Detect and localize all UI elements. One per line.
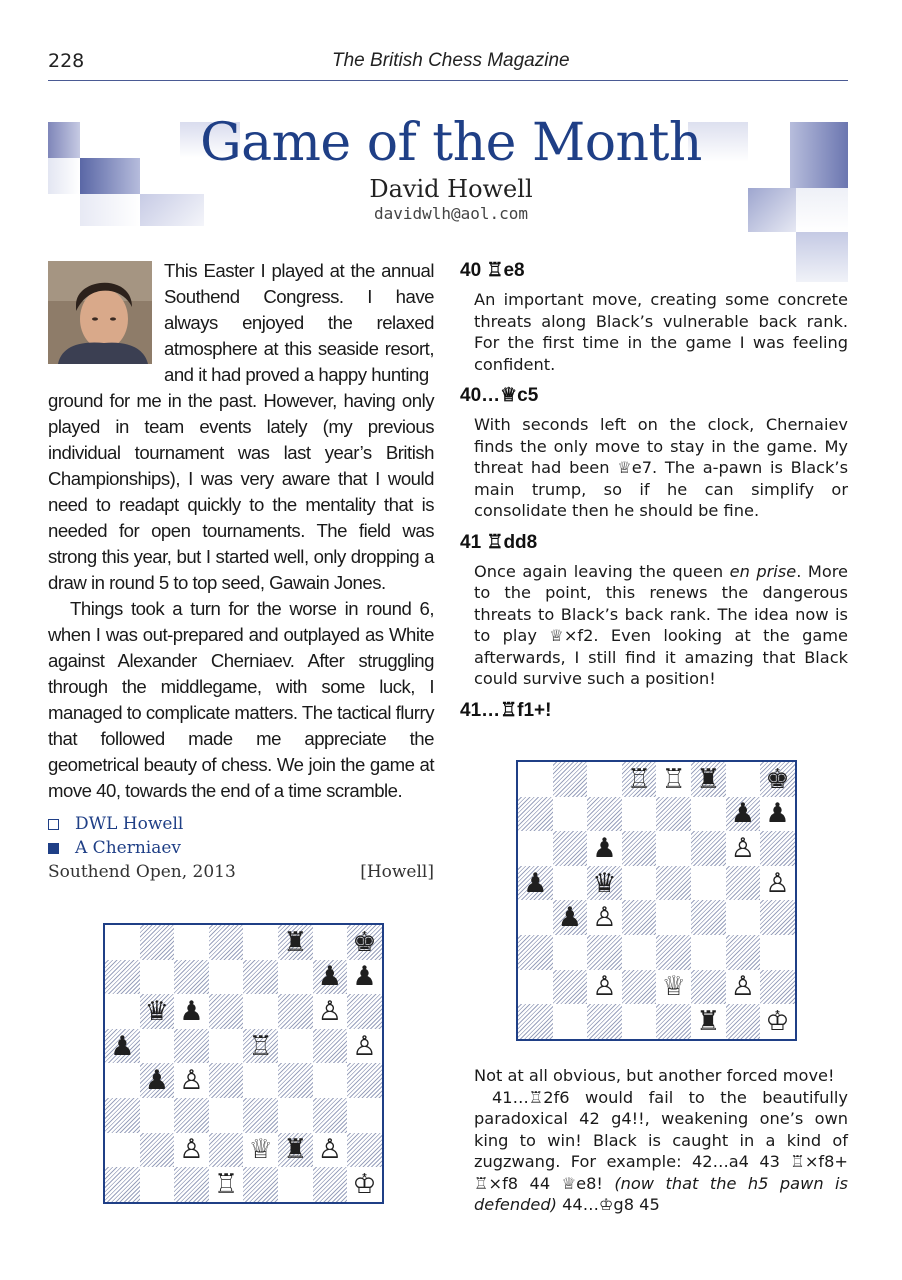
white-king-icon: ♔	[765, 1005, 790, 1037]
board-square	[174, 1098, 209, 1133]
board-square	[174, 960, 209, 995]
board-square	[656, 831, 691, 866]
board-square	[587, 762, 622, 797]
board-square	[691, 970, 726, 1005]
board-square	[518, 797, 553, 832]
board-square	[760, 831, 795, 866]
board-square	[140, 960, 175, 995]
move-40-black-comment: With seconds left on the clock, Chernaiev finds the only move to stay in the game. My threat had been ♕e7. The a-pawn is Black’s main trump, so if he can simplify or consolidate then he should be fine.	[474, 415, 848, 520]
article-title: Game of the Month	[200, 113, 702, 173]
white-square-icon	[48, 819, 59, 830]
board-square	[313, 1029, 348, 1064]
board-square	[313, 1098, 348, 1133]
board-square	[656, 935, 691, 970]
board-square	[278, 1098, 313, 1133]
board-square	[622, 935, 657, 970]
white-rook-icon: ♖	[248, 1030, 273, 1062]
board-square	[553, 1004, 588, 1039]
white-pawn-icon: ♙	[179, 1065, 204, 1097]
board-square	[140, 925, 175, 960]
white-rook-icon: ♖	[626, 763, 652, 795]
white-pawn-icon: ♙	[317, 995, 342, 1027]
black-pawn-icon: ♟	[523, 867, 548, 899]
event-name: Southend Open, 2013	[48, 862, 236, 882]
board-square	[518, 935, 553, 970]
chess-diagram-2	[516, 760, 797, 1041]
intro-paragraph-start: This Easter I played at the annual Southend Congress. I have always enjoyed the relaxed atmosphere at this seaside resort, and it had proved a happy hunting	[164, 260, 434, 385]
board-square	[209, 1063, 244, 1098]
white-pawn-icon: ♙	[765, 867, 790, 899]
board-square	[518, 970, 553, 1005]
running-head	[48, 50, 848, 81]
board-square	[347, 1063, 382, 1098]
board-square	[726, 762, 761, 797]
board-square	[105, 960, 140, 995]
board-square	[243, 994, 278, 1029]
board-square	[278, 960, 313, 995]
board-square	[174, 925, 209, 960]
magazine-title: The British Chess Magazine	[332, 50, 570, 71]
event-row	[48, 860, 434, 884]
board-square	[622, 1004, 657, 1039]
board-square	[209, 960, 244, 995]
board-square	[313, 925, 348, 960]
board-square	[278, 994, 313, 1029]
move-41-comment: Once again leaving the queen en prise. More to the point, this renews the dangerous threats to Black’s back rank. The idea now is to play ♕×f2. Even looking at the game afterwards, I still find it amazing that Black could survive such a position!	[474, 561, 849, 688]
black-pawn-icon: ♟	[557, 902, 582, 934]
white-king-icon: ♔	[352, 1168, 377, 1200]
board-square	[691, 831, 726, 866]
board-square	[691, 797, 726, 832]
black-pawn-icon: ♟	[144, 1065, 169, 1097]
move-41-black-heading: 41…♖f1+!	[460, 699, 552, 721]
black-queen-icon: ♛	[592, 867, 617, 899]
board-square	[518, 831, 553, 866]
black-pawn-icon: ♟	[317, 961, 342, 993]
title-block	[0, 112, 902, 224]
board-square	[726, 1004, 761, 1039]
board-square	[587, 935, 622, 970]
black-rook-icon: ♜	[696, 763, 721, 795]
board-square	[622, 797, 657, 832]
black-king-icon: ♚	[352, 926, 377, 958]
board-square	[760, 935, 795, 970]
board-square	[656, 866, 691, 901]
board-square	[278, 1167, 313, 1202]
intro-paragraph-2: Things took a turn for the worse in round 6, when I was out-prepared and outplayed as White against Alexander Cherniaev. After struggling through the middlegame, with some luck, I managed to complicate matters. The tactical flurry that followed made me appreciate the geometrical beauty of chess. We join the game at move 40, towards the end of a time scramble.	[48, 598, 434, 801]
white-pawn-icon: ♙	[317, 1134, 342, 1166]
move-40-comment: An important move, creating some concrete threats along Black’s vulnerable back rank. For the first time in the game I was feeling confident.	[474, 290, 848, 374]
board-square	[209, 1133, 244, 1168]
board-square	[691, 866, 726, 901]
board-square	[726, 935, 761, 970]
board-square	[553, 935, 588, 970]
author-photo	[48, 261, 152, 364]
white-player: DWL Howell	[75, 814, 184, 834]
board-square	[518, 1004, 553, 1039]
black-rook-icon: ♜	[696, 1005, 721, 1037]
board-square	[313, 1063, 348, 1098]
black-pawn-icon: ♟	[730, 798, 755, 830]
board-square	[243, 925, 278, 960]
white-queen-icon: ♕	[248, 1134, 273, 1166]
board-square	[656, 797, 691, 832]
board-square	[243, 1063, 278, 1098]
black-player-row	[48, 836, 434, 860]
board-square	[140, 1098, 175, 1133]
board-square	[587, 797, 622, 832]
board-square	[105, 1098, 140, 1133]
board-square	[622, 831, 657, 866]
board-square	[347, 994, 382, 1029]
white-rook-icon: ♖	[661, 763, 686, 795]
board-square	[726, 900, 761, 935]
black-king-icon: ♚	[765, 763, 790, 795]
board-square	[105, 1133, 140, 1168]
board-square	[209, 1098, 244, 1133]
board-square	[278, 1029, 313, 1064]
continuation-line-1: Not at all obvious, but another forced move!	[474, 1066, 835, 1085]
board-square	[656, 900, 691, 935]
black-pawn-icon: ♟	[110, 1030, 135, 1062]
move-40-black-heading: 40…♕c5	[460, 385, 539, 406]
annotator: [Howell]	[360, 862, 434, 882]
board-square	[553, 797, 588, 832]
board-square	[553, 831, 588, 866]
board-square	[243, 1098, 278, 1133]
black-pawn-icon: ♟	[179, 995, 204, 1027]
board-square	[243, 1167, 278, 1202]
white-pawn-icon: ♙	[730, 832, 755, 864]
board-square	[105, 1063, 140, 1098]
white-pawn-icon: ♙	[179, 1134, 204, 1166]
board-square	[587, 1004, 622, 1039]
black-queen-icon: ♛	[144, 995, 169, 1027]
board-square	[243, 960, 278, 995]
game-header	[48, 812, 434, 884]
continuation-paragraph: 41…♖2f6 would fail to the beautifully paradoxical 42 g4!!, weakening one’s own king to win! Black is caught in a kind of zugzwang. For example: 42…a4 43 ♖×f8+ ♖×f8 44 ♕e8! (now that the h5 pawn is defended) 44…♔g8 45	[474, 1087, 848, 1214]
board-square	[209, 994, 244, 1029]
board-square	[140, 1029, 175, 1064]
page-number: 228	[48, 50, 85, 72]
board-square	[278, 1063, 313, 1098]
board-square	[209, 925, 244, 960]
board-square	[760, 900, 795, 935]
article-author: David Howell	[369, 175, 533, 203]
board-square	[347, 1133, 382, 1168]
black-pawn-icon: ♟	[352, 961, 377, 993]
chess-diagram-1	[103, 923, 384, 1204]
board-square	[347, 1098, 382, 1133]
board-square	[313, 1167, 348, 1202]
board-square	[622, 900, 657, 935]
board-square	[656, 1004, 691, 1039]
move-41-heading: 41 ♖dd8	[460, 531, 538, 553]
board-square	[553, 762, 588, 797]
move-40-heading: 40 ♖e8	[460, 260, 525, 281]
board-square	[553, 970, 588, 1005]
board-square	[518, 900, 553, 935]
white-queen-icon: ♕	[661, 971, 686, 1003]
black-player: A Cherniaev	[75, 838, 182, 858]
board-square	[105, 925, 140, 960]
board-square	[174, 1167, 209, 1202]
white-pawn-icon: ♙	[352, 1030, 377, 1062]
board-square	[209, 1029, 244, 1064]
black-rook-icon: ♜	[283, 1134, 308, 1166]
board-square	[553, 866, 588, 901]
board-square	[622, 970, 657, 1005]
black-square-icon	[48, 843, 59, 854]
move-annotations	[460, 258, 848, 724]
white-pawn-icon: ♙	[730, 971, 755, 1003]
board-square	[105, 994, 140, 1029]
board-square	[140, 1133, 175, 1168]
continuation-text	[474, 1065, 848, 1216]
black-rook-icon: ♜	[283, 926, 308, 958]
board-square	[622, 866, 657, 901]
board-square	[726, 866, 761, 901]
black-pawn-icon: ♟	[592, 832, 617, 864]
author-email: davidwlh@aol.com	[373, 204, 529, 223]
board-square	[518, 762, 553, 797]
intro-paragraph-continued: ground for me in the past. However, having only played in team events lately (my previous individual tournament was last year’s British Championships), I was very aware that I would need to readapt quickly to the mentality that is needed for open tournaments. The field was strong this year, but I started well, only dropping a draw in round 5 to top seed, Gawain Jones.	[48, 390, 434, 593]
board-square	[174, 1029, 209, 1064]
white-player-row	[48, 812, 434, 836]
board-square	[691, 935, 726, 970]
white-pawn-icon: ♙	[592, 902, 617, 934]
board-square	[140, 1167, 175, 1202]
board-square	[691, 900, 726, 935]
black-pawn-icon: ♟	[765, 798, 790, 830]
board-square	[760, 970, 795, 1005]
white-pawn-icon: ♙	[592, 971, 617, 1003]
white-rook-icon: ♖	[213, 1168, 239, 1200]
board-square	[105, 1167, 140, 1202]
